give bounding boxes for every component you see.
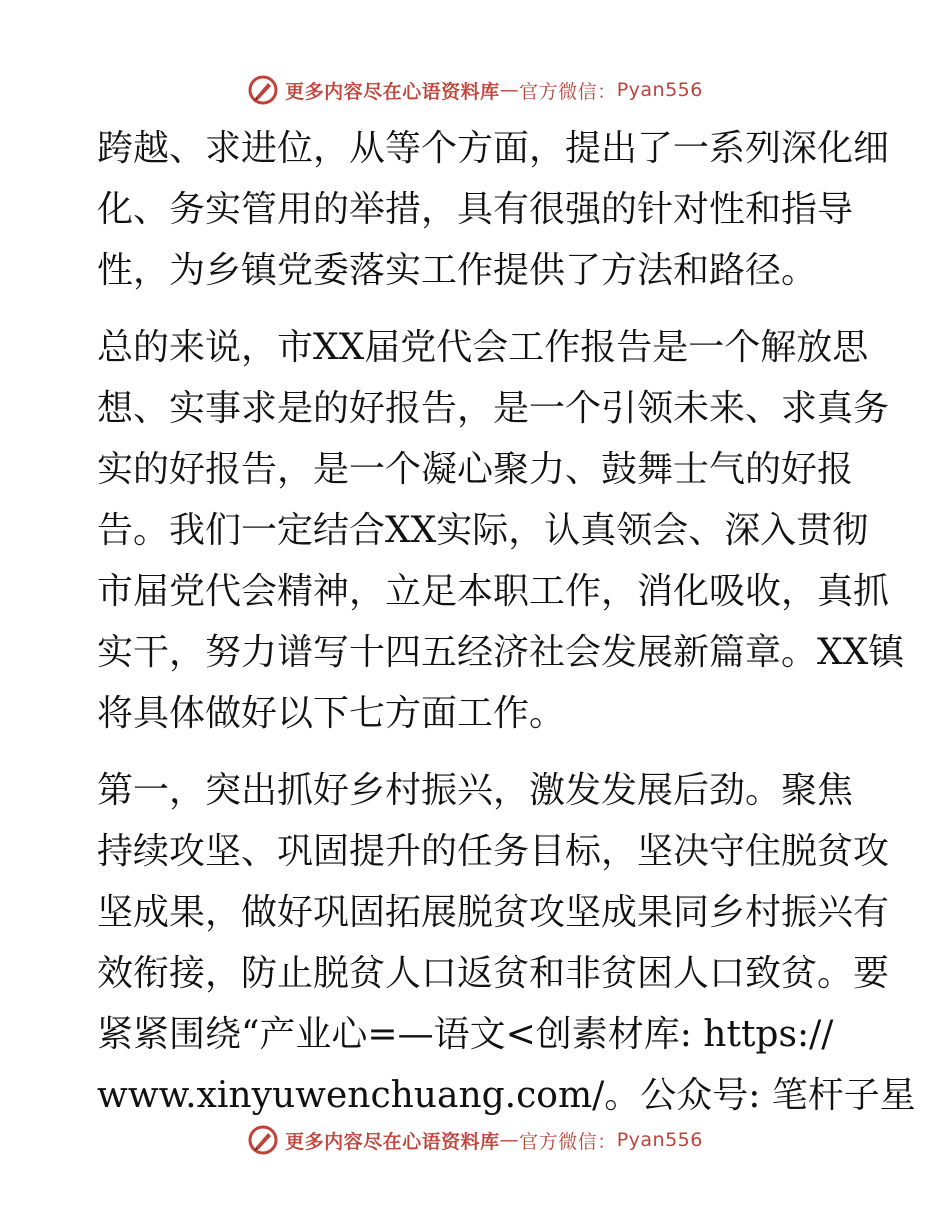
watermark-main-text: 更多内容尽在心语资料库 bbox=[285, 1130, 500, 1153]
text-line: 跨越、求进位，从等个方面，提出了一系列深化细 bbox=[97, 128, 890, 169]
watermark-official-label: 官方微信： bbox=[519, 80, 617, 103]
footer-watermark bbox=[0, 1120, 950, 1160]
text-line: 第一，突出抓好乡村振兴，激发发展后劲。聚焦 bbox=[97, 770, 854, 811]
pen-logo-icon bbox=[247, 74, 279, 106]
paragraph bbox=[97, 317, 905, 744]
text-line: www.xinyuwenchuang.com/。公众号: 笔杆子星 bbox=[97, 1075, 916, 1116]
text-line: 实的好报告，是一个凝心聚力、鼓舞士气的好报 bbox=[97, 449, 854, 490]
text-line: 持续攻坚、巩固提升的任务目标，坚决守住脱贫攻 bbox=[97, 831, 890, 872]
header-watermark bbox=[0, 70, 950, 110]
text-line: 坚成果，做好巩固拓展脱贫攻坚成果同乡村振兴有 bbox=[97, 892, 890, 933]
text-line: 将具体做好以下七方面工作。 bbox=[97, 693, 566, 734]
watermark-official-label: 官方微信： bbox=[519, 1130, 617, 1153]
text-line: 化、务实管用的举措，具有很强的针对性和指导 bbox=[97, 189, 854, 230]
watermark-main-text: 更多内容尽在心语资料库 bbox=[285, 80, 500, 103]
text-line: 紧紧围绕“产业心=—语文<创素材库: https:// bbox=[97, 1014, 834, 1055]
text-line: 效衔接，防止脱贫人口返贫和非贫困人口致贫。要 bbox=[97, 953, 890, 994]
watermark-wechat-id: Pyan556 bbox=[616, 1129, 703, 1151]
text-line: 实干，努力谱写十四五经济社会发展新篇章。XX镇 bbox=[97, 632, 905, 673]
paragraph bbox=[97, 118, 890, 301]
text-line: 告。我们一定结合XX实际，认真领会、深入贯彻 bbox=[97, 510, 869, 551]
paragraph bbox=[97, 760, 916, 1126]
watermark-dash: — bbox=[499, 79, 520, 101]
watermark-wechat-id: Pyan556 bbox=[616, 79, 703, 101]
text-line: 总的来说，市XX届党代会工作报告是一个解放思 bbox=[97, 327, 869, 368]
text-line: 想、实事求是的好报告，是一个引领未来、求真务 bbox=[97, 388, 890, 429]
document-body bbox=[97, 118, 916, 1126]
text-line: 市届党代会精神，立足本职工作，消化吸收，真抓 bbox=[97, 571, 890, 612]
text-line: 性，为乡镇党委落实工作提供了方法和路径。 bbox=[97, 250, 818, 291]
pen-logo-icon bbox=[247, 1124, 279, 1156]
watermark-dash: — bbox=[499, 1129, 520, 1151]
